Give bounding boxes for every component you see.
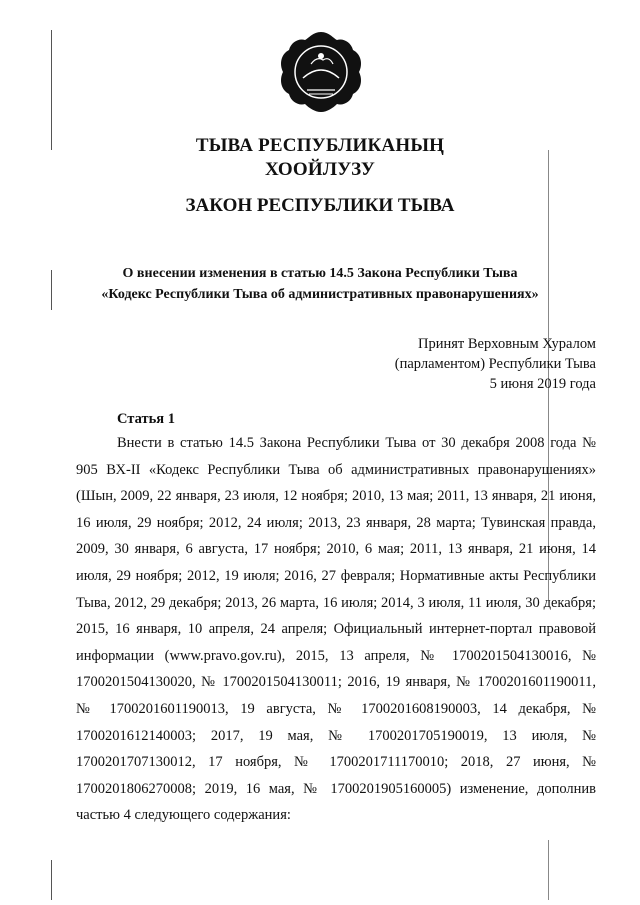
article-body: Внести в статью 14.5 Закона Республики Тыва от 30 декабря 2008 года № 905 ВХ-II «Кодекс Республики Тыва об административных правонарушениях» (Шын, 2009, 22 января, 23 июля, 12 ноября; 2010, 13 мая; 2011, 13 января, 21 июня, 16 июля, 29 ноября; 2012, 24 июля; 2013, 23 января, 28 марта; Тувинская правда, 2009, 30 января, 6 августа, 17 ноября; 2010, 6 мая; 2011, 13 января, 21 июня, 14 июля, 29 ноября; 2012, 19 июля; 2016, 27 февраля; Нормативные акты Республики Тыва, 2012, 29 декабря; 2013, 26 марта, 16 июля; 2014, 3 июля, 11 июля, 30 декабря; 2015, 16 января, 10 апреля, 24 апреля; Официальный интернет-портал правовой информации (www.pravo.gov.ru), 2015, 13 апреля, № 1700201504130016, № 1700201504130020, № 1700201504130011; 2016, 19 января, № 1700201601190011, № 1700201601190013, 19 августа, № 1700201608190003, 14 декабря, № 1700201612140003; 2017, 19 мая, № 1700201705190019, 13 июля, № 1700201707130012, 17 ноября, № 1700201711170010; 2018, 27 июня, № 1700201806270008; 2019, 16 мая, № 1700201905160005) изменение, дополнив частью 4 следующего содержания: — [76, 435, 596, 824]
article-heading: Статья 1 — [117, 411, 175, 427]
adoption-block — [395, 334, 596, 394]
republic-heading-line2: ХООЙЛУЗУ — [264, 159, 376, 180]
law-title — [0, 263, 640, 305]
adoption-line2: (парламентом) Республики Тыва — [394, 356, 596, 372]
adoption-date: 5 июня 2019 года — [489, 376, 596, 392]
adoption-line1: Принят Верховным Хуралом — [418, 336, 596, 352]
republic-heading-line1: ТЫВА РЕСПУБЛИКАНЫҢ — [195, 135, 445, 156]
law-title-line1: О внесении изменения в статью 14.5 Закона Республики Тыва — [122, 266, 518, 281]
republic-heading — [0, 134, 640, 182]
law-heading: ЗАКОН РЕСПУБЛИКИ ТЫВА — [185, 195, 455, 216]
tuva-coat-of-arms-icon — [277, 28, 365, 116]
law-title-line2: «Кодекс Республики Тыва об административных правонарушениях» — [101, 287, 539, 302]
scan-edge-line — [51, 30, 52, 150]
scan-edge-line — [548, 840, 549, 900]
scan-edge-line — [51, 860, 52, 900]
